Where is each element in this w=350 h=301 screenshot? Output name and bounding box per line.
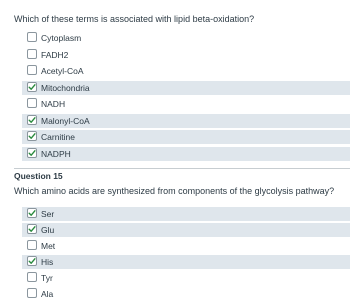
checkbox-checked[interactable] (27, 82, 37, 92)
checkbox[interactable] (27, 288, 37, 298)
answer-option[interactable] (22, 48, 350, 62)
answer-option-label: Ser (41, 209, 55, 219)
answer-option[interactable] (22, 31, 350, 45)
answer-option[interactable] (22, 223, 350, 237)
checkbox-checked[interactable] (27, 256, 37, 266)
checkbox-checked[interactable] (27, 224, 37, 234)
answer-option[interactable] (22, 255, 350, 269)
checkbox[interactable] (27, 240, 37, 250)
answer-option[interactable] (22, 114, 350, 128)
checkbox-checked[interactable] (27, 208, 37, 218)
checkbox[interactable] (27, 272, 37, 282)
question-14-text: Which of these terms is associated with lipid beta-oxidation? (14, 14, 255, 24)
answer-option[interactable] (22, 97, 350, 111)
answer-option-label: Tyr (41, 273, 53, 283)
answer-option[interactable] (22, 271, 350, 285)
checkbox-checked[interactable] (27, 131, 37, 141)
checkbox[interactable] (27, 32, 37, 42)
answer-option[interactable] (22, 147, 350, 161)
answer-option-label: His (41, 257, 54, 267)
checkbox[interactable] (27, 98, 37, 108)
checkmark-icon (28, 209, 36, 217)
answer-option[interactable] (22, 239, 350, 253)
checkbox-checked[interactable] (27, 148, 37, 158)
question-15-header: Question 15 (14, 171, 63, 181)
answer-option-label: NADH (41, 99, 66, 109)
answer-option[interactable] (22, 81, 350, 95)
answer-option-label: Acetyl-CoA (41, 66, 84, 76)
question-15-text: Which amino acids are synthesized from components of the glycolysis pathway? (14, 186, 335, 196)
answer-option-label: Mitochondria (41, 82, 90, 93)
answer-option-label: Cytoplasm (41, 33, 82, 43)
answer-option-label: Carnitine (41, 132, 76, 142)
answer-option[interactable] (22, 287, 350, 301)
checkmark-icon (28, 83, 36, 91)
answer-option[interactable] (22, 207, 350, 221)
answer-option-label: NADPH (41, 148, 71, 159)
checkmark-icon (28, 257, 36, 265)
checkmark-icon (28, 225, 36, 233)
answer-option-label: Glu (41, 225, 55, 235)
answer-option-label: Malonyl-CoA (41, 115, 90, 126)
checkbox[interactable] (27, 65, 37, 75)
answer-option-label: Met (41, 241, 56, 251)
checkmark-icon (28, 116, 36, 124)
checkbox[interactable] (27, 49, 37, 59)
answer-option-label: Ala (41, 289, 54, 299)
answer-option[interactable] (22, 64, 350, 78)
answer-option[interactable] (22, 130, 350, 144)
question-divider (14, 168, 350, 169)
checkmark-icon (28, 132, 36, 140)
answer-option-label: FADH2 (41, 49, 69, 60)
checkmark-icon (28, 149, 36, 157)
checkbox-checked[interactable] (27, 115, 37, 125)
